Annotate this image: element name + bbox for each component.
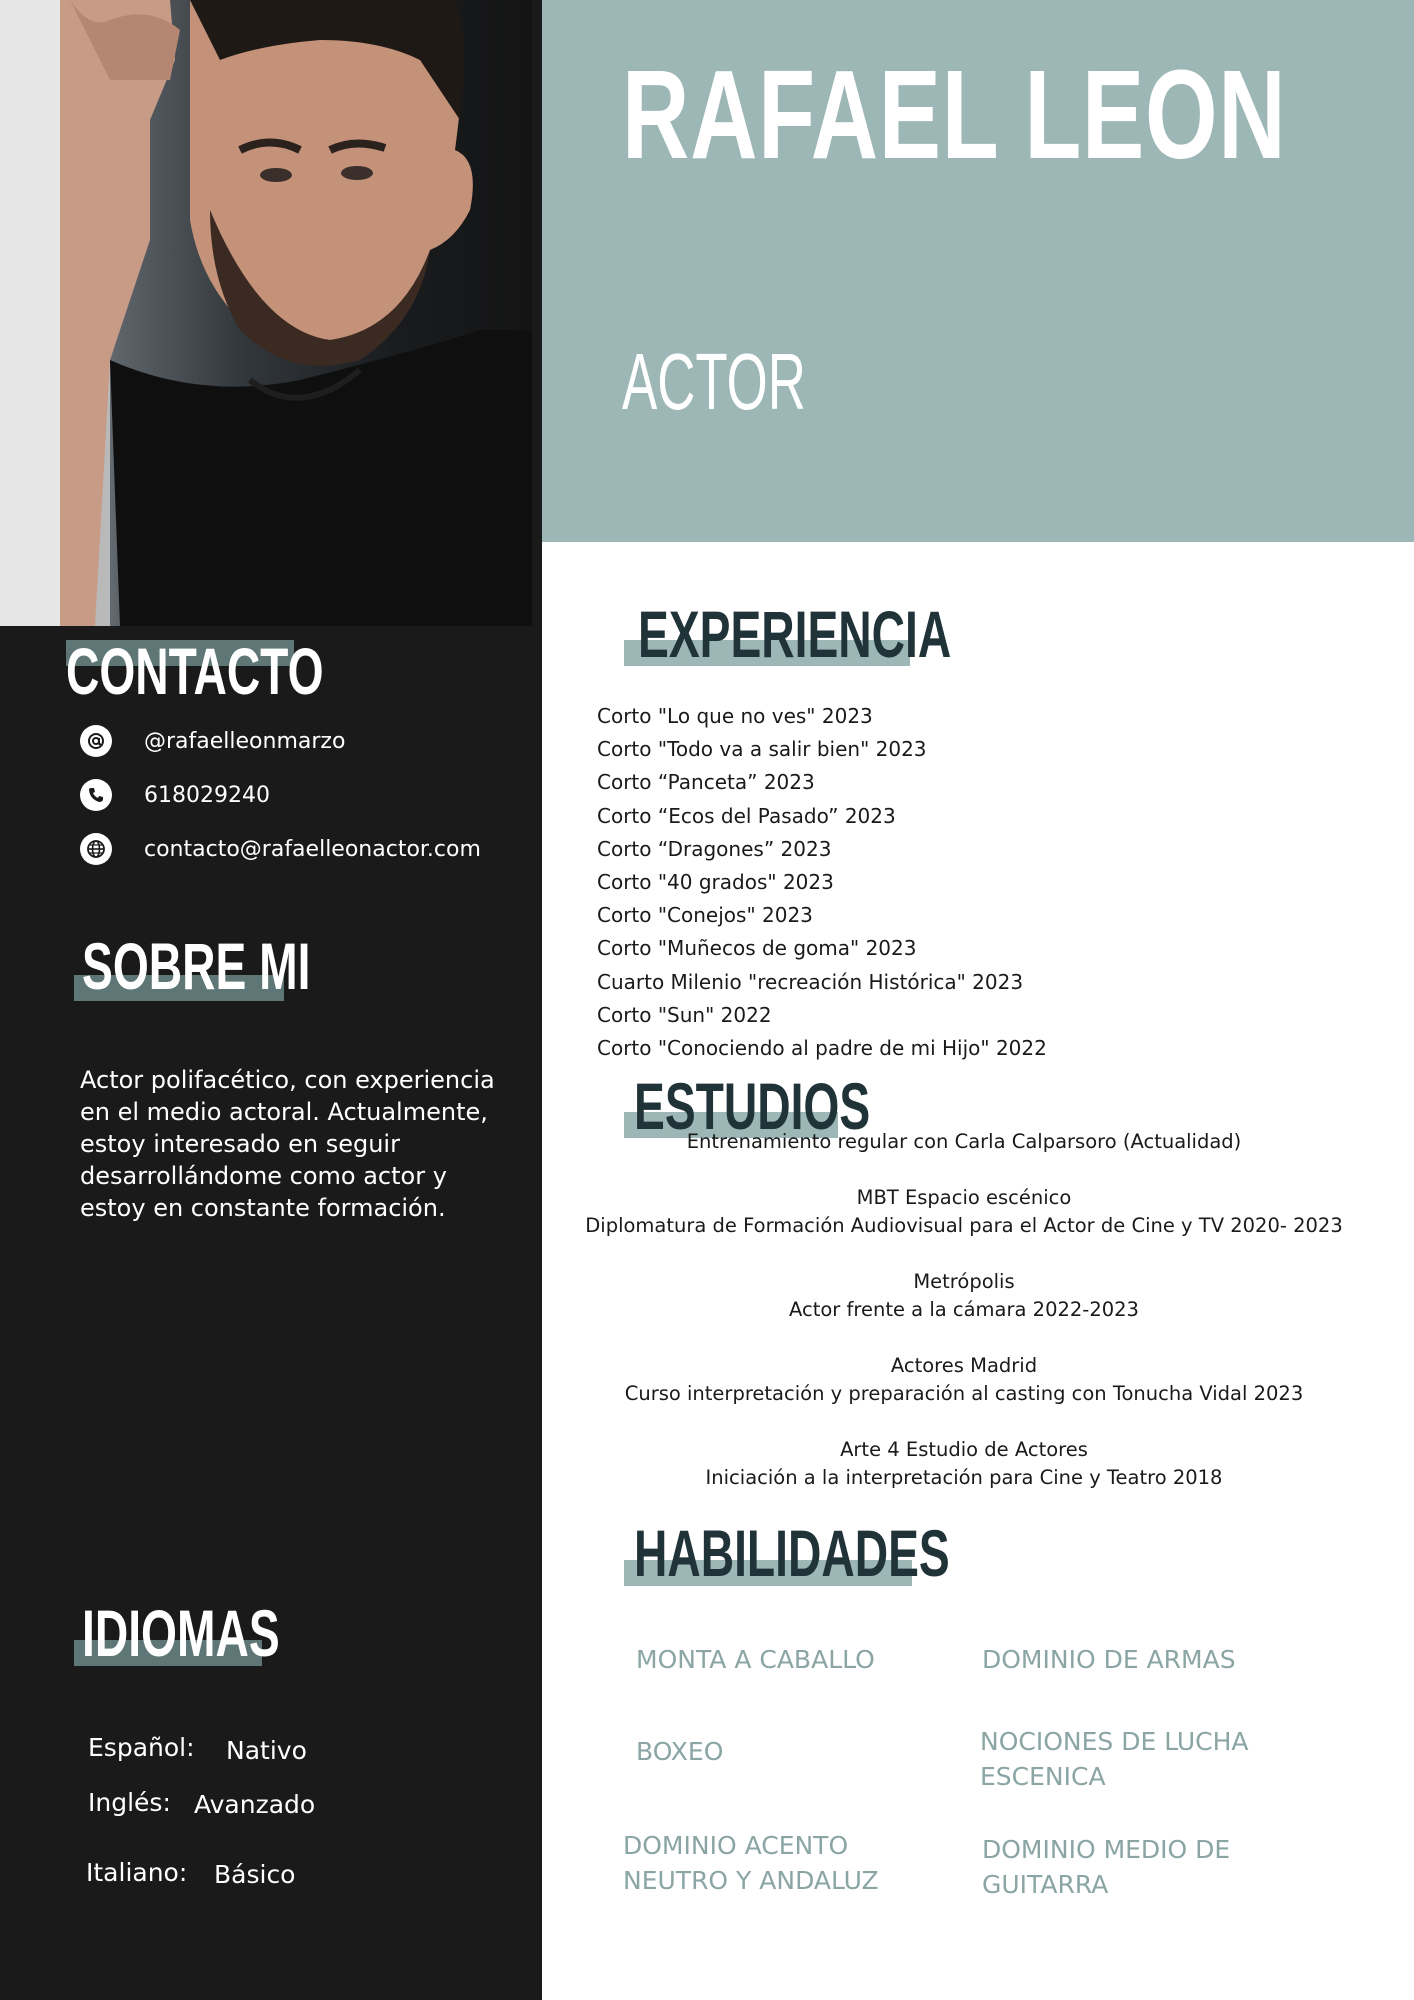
- contact-email-text: contacto@rafaelleonactor.com: [144, 836, 481, 862]
- contact-title: CONTACTO: [66, 634, 324, 708]
- study-school: MBT Espacio escénico: [856, 1186, 1072, 1209]
- phone-icon: [80, 779, 112, 811]
- skill-item: BOXEO: [636, 1737, 724, 1766]
- study-course: Diplomatura de Formación Audiovisual para el Actor de Cine y TV 2020- 2023: [585, 1214, 1343, 1237]
- study-course: Actor frente a la cámara 2022-2023: [789, 1298, 1139, 1321]
- list-item: Corto "40 grados" 2023: [597, 870, 834, 895]
- study-item: [542, 1128, 1386, 1156]
- list-item: Cuarto Milenio "recreación Histórica" 2023: [597, 969, 1024, 994]
- language-level: Nativo: [226, 1736, 307, 1765]
- portrait-illustration: [0, 0, 532, 626]
- list-item: Corto “Panceta” 2023: [597, 770, 815, 795]
- person-name: RAFAEL LEON: [622, 44, 1287, 185]
- study-school: Arte 4 Estudio de Actores: [840, 1438, 1088, 1461]
- skills-title: HABILIDADES: [634, 1516, 950, 1590]
- list-item: Corto "Muñecos de goma" 2023: [597, 936, 917, 961]
- list-item: Corto "Lo que no ves" 2023: [597, 704, 873, 728]
- experience-list: [597, 700, 1047, 1065]
- studies-title: ESTUDIOS: [634, 1069, 871, 1143]
- skill-item: DOMINIO MEDIO DE GUITARRA: [982, 1835, 1231, 1899]
- about-text: Actor polifacético, con experiencia en el medio actoral. Actualmente, estoy interesado en seguir desarrollándome como actor y estoy en constante formación.: [80, 1066, 495, 1222]
- skill-item: NOCIONES DE LUCHA ESCENICA: [980, 1727, 1249, 1791]
- about-title: SOBRE MI: [82, 929, 311, 1003]
- list-item: Corto “Ecos del Pasado” 2023: [597, 803, 896, 828]
- study-school: Metrópolis: [913, 1270, 1015, 1293]
- header-banner: [542, 0, 1414, 542]
- list-item: Corto “Dragones” 2023: [597, 836, 832, 861]
- study-item: [542, 1352, 1386, 1408]
- list-item: Corto "Conociendo al padre de mi Hijo" 2022: [597, 1036, 1047, 1061]
- contact-item-email[interactable]: [80, 832, 481, 866]
- study-school: Actores Madrid: [890, 1354, 1038, 1377]
- contact-phone-text: 618029240: [144, 782, 270, 808]
- person-role: ACTOR: [622, 337, 806, 426]
- list-item: Corto "Todo va a salir bien" 2023: [597, 737, 927, 762]
- study-item: [542, 1268, 1386, 1324]
- skill-item: MONTA A CABALLO: [636, 1645, 875, 1674]
- list-item: Corto "Conejos" 2023: [597, 903, 813, 928]
- skill-item: DOMINIO DE ARMAS: [982, 1645, 1236, 1674]
- language-level: Avanzado: [194, 1790, 316, 1819]
- studies-list: [542, 1128, 1386, 1520]
- study-item: [542, 1436, 1386, 1492]
- contact-social-text: @rafaelleonmarzo: [144, 728, 346, 754]
- list-item: Corto "Sun" 2022: [597, 1002, 772, 1027]
- skill-item: DOMINIO ACENTO NEUTRO Y ANDALUZ: [623, 1831, 879, 1895]
- at-icon: [80, 725, 112, 757]
- experience-title: EXPERIENCIA: [638, 597, 952, 671]
- language-name: Inglés:: [88, 1788, 171, 1817]
- profile-photo: [0, 0, 532, 626]
- language-name: Italiano:: [86, 1858, 188, 1887]
- study-item: [542, 1184, 1386, 1240]
- language-level: Básico: [214, 1860, 296, 1889]
- study-course: Curso interpretación y preparación al casting con Tonucha Vidal 2023: [624, 1382, 1304, 1405]
- study-school: Entrenamiento regular con Carla Calparsoro (Actualidad): [686, 1130, 1242, 1153]
- contact-item-phone[interactable]: [80, 778, 270, 812]
- study-course: Iniciación a la interpretación para Cine y Teatro 2018: [705, 1466, 1223, 1489]
- language-name: Español:: [88, 1733, 195, 1762]
- contact-item-social[interactable]: [80, 724, 345, 758]
- globe-icon: [80, 833, 112, 865]
- languages-title: IDIOMAS: [82, 1596, 280, 1670]
